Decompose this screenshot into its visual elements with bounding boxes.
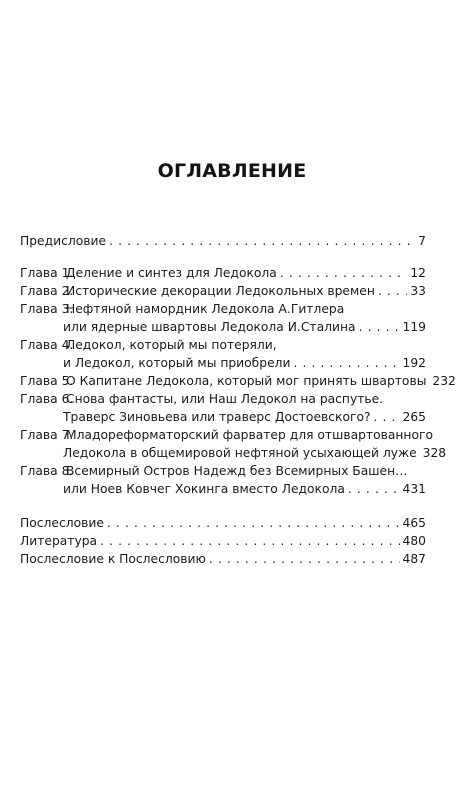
toc-page-number: 265 [402,410,426,424]
toc-entry-title: Литература [20,534,98,548]
toc-entry-title: Нефтяной намордник Ледокола А.Гитлера [66,302,345,316]
toc-entry-title: Послесловие к Послесловию [20,552,206,566]
toc-entry-title: Снова фантасты, или Наш Ледокол на распутье. [66,392,384,406]
toc-entry-title: Всемирный Остров Надежд без Всемирных Башен… [66,464,408,478]
toc-entry [20,354,426,372]
toc-entry-title: Послесловие [20,516,104,530]
toc-page-number: 465 [402,516,426,530]
dot-leader [107,514,400,532]
dot-leader [209,550,400,568]
toc-entry [20,426,433,444]
toc-page-number: 431 [402,482,426,496]
toc-chapter-number: Глава 1. [20,266,74,280]
toc-entry [20,390,426,408]
toc-page-number: 480 [402,534,426,548]
toc-entry [20,318,426,336]
toc-entry [20,300,426,318]
toc-entry [20,444,447,462]
dot-leader [280,264,408,282]
toc-page-number: 33 [410,284,426,298]
toc-entry-title: Траверс Зиновьева или траверс Достоевского? [63,410,371,424]
dot-leader [100,532,399,550]
toc-entry [20,232,426,250]
toc-chapter-number: Глава 4. [20,338,74,352]
toc-entry-title: или Ноев Ковчег Хокинга вместо Ледокола [63,482,345,496]
toc-page-number: 192 [402,356,426,370]
dot-leader [293,354,399,372]
dot-leader [374,408,400,426]
toc-entry [20,372,456,390]
toc-entry [20,408,426,426]
toc-chapter-number: Глава 7. [20,428,74,442]
dot-leader [109,232,415,250]
toc-entry-title: Ледокол, который мы потеряли, [66,338,277,352]
toc-entry [20,336,426,354]
toc-entry [20,550,426,568]
toc-entry-title: Деление и синтез для Ледокола [66,266,277,280]
dot-leader [359,318,400,336]
toc-chapter-number: Глава 5. [20,374,74,388]
toc-chapter-number: Глава 3. [20,302,74,316]
toc-entry [20,462,426,480]
toc-entry-title: Предисловие [20,234,107,248]
toc-entry-title: Младореформаторский фарватер для отшвартованного [66,428,433,442]
toc-entry [20,282,426,300]
toc-entry-title: Исторические декорации Ледокольных времен [66,284,375,298]
toc-entry [20,264,426,282]
toc-page-number: 232 [432,374,456,388]
toc-chapter-number: Глава 2. [20,284,74,298]
toc-title: ОГЛАВЛЕНИЕ [157,160,307,182]
toc-page-number: 487 [402,552,426,566]
toc-page-number: 12 [410,266,426,280]
dot-leader [348,480,400,498]
toc-entry [20,480,426,498]
toc-page-number: 328 [422,446,447,460]
toc-chapter-number: Глава 6. [20,392,74,406]
toc-entry-title: и Ледокол, который мы приобрели [63,356,291,370]
toc-chapter-number: Глава 8. [20,464,74,478]
toc-entry-title: О Капитане Ледокола, который мог принять швартовы [66,374,427,388]
toc-entry-title: или ядерные швартовы Ледокола И.Сталина [63,320,356,334]
dot-leader [378,282,407,300]
toc-page-number: 119 [402,320,426,334]
toc-entry-title: Ледокола в общемировой нефтяной усыхающей луже [63,446,417,460]
toc-entry [20,514,426,532]
toc-entry [20,532,426,550]
toc-page-number: 7 [418,234,426,248]
